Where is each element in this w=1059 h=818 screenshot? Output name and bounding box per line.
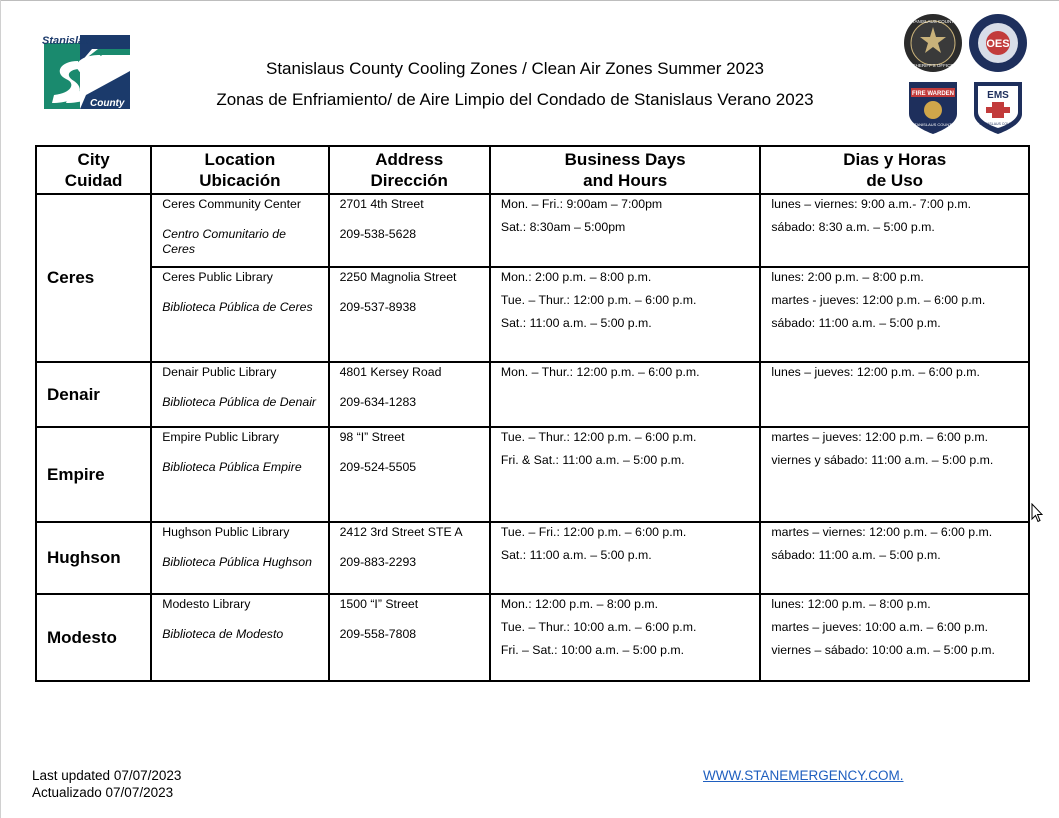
location-name-es: Biblioteca Pública Empire [162,460,302,474]
hours-line: Fri. – Sat.: 10:00 a.m. – 5:00 p.m. [500,643,685,657]
hours-line: Tue. – Fri.: 12:00 p.m. – 6:00 p.m. [500,525,687,539]
location-name-en: Denair Public Library [162,365,277,379]
street-address: 2250 Magnolia Street [339,270,457,284]
sheriff-seal-bottom-text: SHERIFF'S OFFICE [912,63,954,68]
city-cell: Denair [36,362,151,427]
hours-line: Tue. – Thur.: 12:00 p.m. – 6:00 p.m. [500,430,697,444]
phone-number: 209-634-1283 [339,395,417,409]
last-updated-spanish: Actualizado 07/07/2023 [32,785,174,800]
hours-line: Mon. – Fri.: 9:00am – 7:00pm [500,197,663,211]
location-name-es: Biblioteca Pública de Ceres [162,300,313,314]
ems-seal-bottom-text: STANISLAUS COUNTY [979,122,1017,126]
dias-line: sábado: 11:00 a.m. – 5:00 p.m. [771,316,941,330]
table-row [36,194,1029,267]
website-link[interactable]: WWW.STANEMERGENCY.COM. [703,768,904,783]
city-cell: Hughson [36,522,151,594]
location-cell [151,594,328,681]
address-cell [329,594,490,681]
business-hours-cell [490,427,761,522]
dias-line: sábado: 8:30 a.m. – 5:00 p.m. [771,220,935,234]
table-body [36,194,1029,681]
location-cell [151,362,328,427]
table-header-row [36,146,1029,194]
logo-text-bottom: County [90,98,125,109]
phone-number: 209-537-8938 [339,300,417,314]
last-updated-english: Last updated 07/07/2023 [32,768,182,783]
sheriff-seal-top-text: STANISLAUS COUNTY [909,19,957,24]
sheriff-office-seal [903,13,963,73]
address-cell [329,267,490,362]
dias-horas-cell [760,362,1029,427]
header-location: Location Ubicación [151,146,328,194]
page-edge-left [0,0,1,818]
page-edge-top [0,0,1059,1]
header-dias: Dias y Horas de Uso [760,146,1029,194]
oes-seal [968,13,1028,73]
title-english: Stanislaus County Cooling Zones / Clean Air Zones Summer 2023 [266,59,764,78]
street-address: 2701 4th Street [339,197,424,211]
dias-line: lunes: 12:00 p.m. – 8:00 p.m. [771,597,931,611]
header-city: City Cuidad [36,146,151,194]
street-address: 1500 “I” Street [339,597,419,611]
mouse-pointer-icon [1031,503,1043,523]
table-row [36,594,1029,681]
hours-line: Tue. – Thur.: 10:00 a.m. – 6:00 p.m. [500,620,697,634]
city-cell: Ceres [36,194,151,362]
city-cell: Empire [36,427,151,522]
dias-horas-cell [760,522,1029,594]
ems-seal-top-text: EMS [987,90,1009,101]
location-name-en: Hughson Public Library [162,525,290,539]
phone-number: 209-883-2293 [339,555,417,569]
hours-line: Sat.: 11:00 a.m. – 5:00 p.m. [500,548,652,562]
dias-line: sábado: 11:00 a.m. – 5:00 p.m. [771,548,941,562]
business-hours-cell [490,594,761,681]
dias-line: viernes y sábado: 11:00 a.m. – 5:00 p.m. [771,453,994,467]
fire-warden-seal [903,76,963,136]
fire-seal-top-text: FIRE WARDEN [912,91,954,97]
dias-line: martes – jueves: 10:00 a.m. – 6:00 p.m. [771,620,989,634]
location-cell [151,427,328,522]
street-address: 4801 Kersey Road [339,365,442,379]
dias-line: martes – viernes: 12:00 p.m. – 6:00 p.m. [771,525,993,539]
dias-line: martes - jueves: 12:00 p.m. – 6:00 p.m. [771,293,986,307]
ems-seal [968,76,1028,136]
city-cell: Modesto [36,594,151,681]
table-row [36,522,1029,594]
dias-line: lunes – jueves: 12:00 p.m. – 6:00 p.m. [771,365,980,379]
business-hours-cell [490,522,761,594]
header-address: Address Dirección [329,146,490,194]
location-name-en: Ceres Community Center [162,197,301,211]
phone-number: 209-538-5628 [339,227,417,241]
business-hours-cell [490,194,761,267]
business-hours-cell [490,267,761,362]
location-name-es: Biblioteca Pública de Denair [162,395,317,409]
hours-line: Mon.: 2:00 p.m. – 8:00 p.m. [500,270,652,284]
dias-line: lunes – viernes: 9:00 a.m.- 7:00 p.m. [771,197,971,211]
address-cell [329,427,490,522]
location-name-es: Biblioteca de Modesto [162,627,284,641]
phone-number: 209-558-7808 [339,627,417,641]
dias-horas-cell [760,267,1029,362]
hours-line: Sat.: 11:00 a.m. – 5:00 p.m. [500,316,652,330]
header-hours: Business Days and Hours [490,146,761,194]
phone-number: 209-524-5505 [339,460,417,474]
oes-seal-text: OES [986,38,1010,50]
location-name-es: Biblioteca Pública Hughson [162,555,312,569]
location-name-en: Ceres Public Library [162,270,273,284]
address-cell [329,362,490,427]
table-row [36,427,1029,522]
street-address: 2412 3rd Street STE A [339,525,463,539]
dias-horas-cell [760,427,1029,522]
table-row [36,267,1029,362]
location-name-es: Centro Comunitario de Ceres [162,227,286,256]
dias-line: lunes: 2:00 p.m. – 8:00 p.m. [771,270,924,284]
location-name-en: Modesto Library [162,597,251,611]
location-cell [151,522,328,594]
location-cell [151,267,328,362]
title-spanish: Zonas de Enfriamiento/ de Aire Limpio del Condado de Stanislaus Verano 2023 [216,90,814,109]
dias-line: viernes – sábado: 10:00 a.m. – 5:00 p.m. [771,643,995,657]
hours-line: Tue. – Thur.: 12:00 p.m. – 6:00 p.m. [500,293,697,307]
business-hours-cell [490,362,761,427]
cooling-zones-table [35,145,1030,682]
address-cell [329,194,490,267]
dias-line: martes – jueves: 12:00 p.m. – 6:00 p.m. [771,430,989,444]
location-cell [151,194,328,267]
hours-line: Mon.: 12:00 p.m. – 8:00 p.m. [500,597,659,611]
address-cell [329,522,490,594]
dias-horas-cell [760,594,1029,681]
table-row [36,362,1029,427]
fire-seal-bottom-text: STANISLAUS COUNTY [911,122,955,127]
dias-horas-cell [760,194,1029,267]
hours-line: Sat.: 8:30am – 5:00pm [500,220,626,234]
hours-line: Mon. – Thur.: 12:00 p.m. – 6:00 p.m. [500,365,700,379]
street-address: 98 “I” Street [339,430,405,444]
hours-line: Fri. & Sat.: 11:00 a.m. – 5:00 p.m. [500,453,685,467]
stanislaus-county-logo [40,33,132,111]
logo-text-top: Stanislaus [42,35,98,47]
location-name-en: Empire Public Library [162,430,280,444]
